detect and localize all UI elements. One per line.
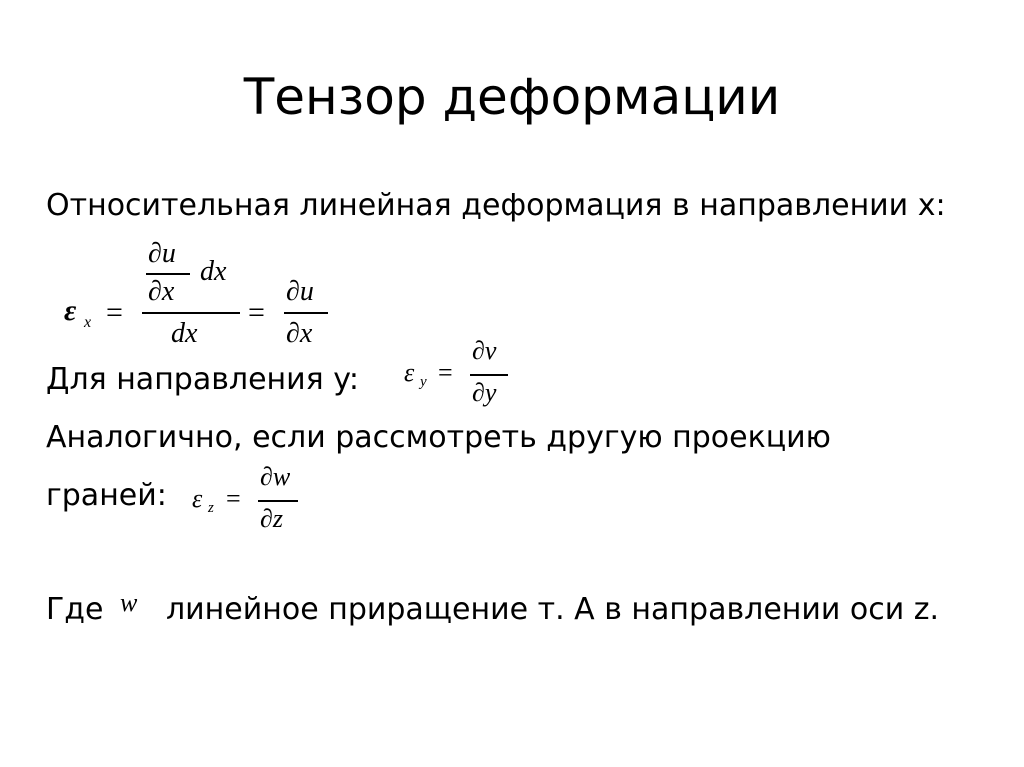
equals-sign-z: = (226, 484, 241, 513)
denominator-z: ∂z (260, 504, 283, 533)
text-where-suffix: линейное приращение т. А в направлении оси z. (166, 592, 940, 627)
equals-sign-2: = (248, 296, 265, 329)
formula-epsilon-x (60, 238, 360, 358)
text-faces: граней: (46, 478, 167, 513)
epsilon-x-subscript: x (84, 314, 92, 331)
result-denominator: ∂x (286, 318, 313, 349)
inner-multiplier: dx (200, 256, 227, 287)
formula-epsilon-y (400, 334, 530, 418)
inner-denominator: ∂x (148, 276, 175, 307)
equals-sign-1: = (106, 296, 123, 329)
epsilon-z-symbol: ε (192, 484, 203, 513)
epsilon-y-symbol: ε (404, 358, 415, 387)
result-numerator: ∂u (286, 276, 314, 307)
text-direction-y: Для направления y: (46, 362, 359, 397)
inner-numerator: ∂u (148, 238, 176, 269)
outer-denominator: dx (171, 318, 198, 349)
epsilon-z-subscript: z (208, 500, 214, 516)
numerator-z: ∂w (260, 462, 291, 491)
epsilon-x-symbol: ε (64, 294, 77, 327)
numerator-y: ∂v (472, 336, 497, 365)
result-fraction-bar (284, 312, 328, 314)
text-analogously: Аналогично, если рассмотреть другую проекцию (46, 420, 831, 455)
text-where-prefix: Где (46, 592, 104, 627)
formula-epsilon-z (188, 460, 318, 544)
fraction-bar-y (470, 374, 508, 376)
denominator-y: ∂y (472, 378, 497, 407)
text-linear-deformation-x: Относительная линейная деформация в направлении x: (46, 188, 946, 223)
slide-title: Тензор деформации (243, 68, 781, 126)
fraction-bar-z (258, 500, 298, 502)
main-fraction-bar (142, 312, 240, 314)
w-symbol (120, 588, 152, 622)
inner-fraction-bar (146, 273, 190, 275)
w-symbol-text: w (120, 588, 138, 617)
equals-sign-y: = (438, 358, 453, 387)
epsilon-y-subscript: y (420, 374, 427, 390)
